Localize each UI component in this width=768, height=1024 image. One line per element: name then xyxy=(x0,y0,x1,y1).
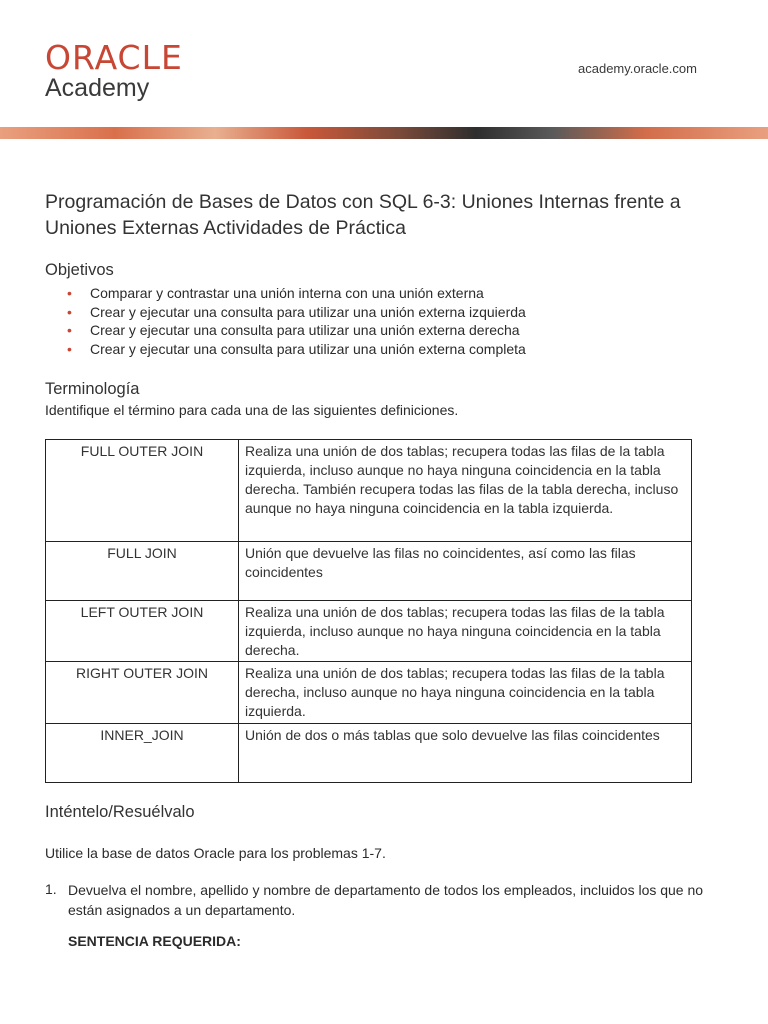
definition-cell: Unión que devuelve las filas no coincidentes, así como las filas coincidentes xyxy=(239,542,692,601)
term-cell: RIGHT OUTER JOIN xyxy=(46,662,239,724)
bullet-icon: • xyxy=(67,285,72,301)
practice-heading: Inténtelo/Resuélvalo xyxy=(45,803,195,821)
bullet-icon: • xyxy=(67,340,72,357)
page-title: Programación de Bases de Datos con SQL 6-3: Uniones Internas frente a Uniones Externas Actividades de Práctica xyxy=(45,191,681,239)
table-row xyxy=(46,440,692,542)
logo-subtitle: Academy xyxy=(45,74,150,102)
objectives-heading: Objetivos xyxy=(45,261,114,279)
logo-brand: ORACLE xyxy=(45,38,183,77)
objective-text: Comparar y contrastar una unión interna con una unión externa xyxy=(90,285,484,301)
table-row xyxy=(46,662,692,724)
table-row xyxy=(46,542,692,601)
terminology-intro: Identifique el término para cada una de las siguientes definiciones. xyxy=(45,402,459,418)
table-row xyxy=(46,601,692,662)
terminology-heading: Terminología xyxy=(45,380,140,398)
definition-cell: Realiza una unión de dos tablas; recupera todas las filas de la tabla izquierda, incluso aunque no haya ninguna coincidencia en la tabla derecha. También recupera todas las filas de la tabla derecha, incluso aunque no haya ninguna coincidencia en la tabla izquierda. xyxy=(239,440,692,542)
term-cell: FULL OUTER JOIN xyxy=(46,440,239,542)
question-text: Devuelva el nombre, apellido y nombre de departamento de todos los empleados, incluidos los que no están asignados a un departamento. xyxy=(68,882,704,918)
definition-cell: Realiza una unión de dos tablas; recupera todas las filas de la tabla izquierda, incluso aunque no haya ninguna coincidencia en la tabla derecha. xyxy=(239,601,692,662)
list-item xyxy=(62,303,526,322)
objectives-list xyxy=(62,284,526,358)
practice-intro: Utilice la base de datos Oracle para los problemas 1-7. xyxy=(45,845,386,861)
definition-cell: Unión de dos o más tablas que solo devuelve las filas coincidentes xyxy=(239,724,692,783)
terminology-table xyxy=(45,439,692,783)
list-item xyxy=(62,284,526,303)
objective-text: Crear y ejecutar una consulta para utilizar una unión externa completa xyxy=(90,340,526,357)
bullet-icon: • xyxy=(67,303,72,320)
question-number: 1. xyxy=(45,881,57,897)
required-statement-label: SENTENCIA REQUERIDA: xyxy=(68,933,241,949)
list-item xyxy=(62,340,526,359)
oracle-academy-logo xyxy=(45,40,183,102)
site-url: academy.oracle.com xyxy=(578,61,697,76)
objective-text: Crear y ejecutar una consulta para utilizar una unión externa derecha xyxy=(90,322,520,338)
term-cell: FULL JOIN xyxy=(46,542,239,601)
bullet-icon: • xyxy=(67,322,72,338)
term-cell: LEFT OUTER JOIN xyxy=(46,601,239,662)
list-item xyxy=(62,321,526,340)
table-row xyxy=(46,724,692,783)
decorative-banner xyxy=(0,127,768,139)
objective-text: Crear y ejecutar una consulta para utilizar una unión externa izquierda xyxy=(90,303,526,320)
definition-cell: Realiza una unión de dos tablas; recupera todas las filas de la tabla derecha, incluso aunque no haya ninguna coincidencia en la tabla izquierda. xyxy=(239,662,692,724)
term-cell: INNER_JOIN xyxy=(46,724,239,783)
